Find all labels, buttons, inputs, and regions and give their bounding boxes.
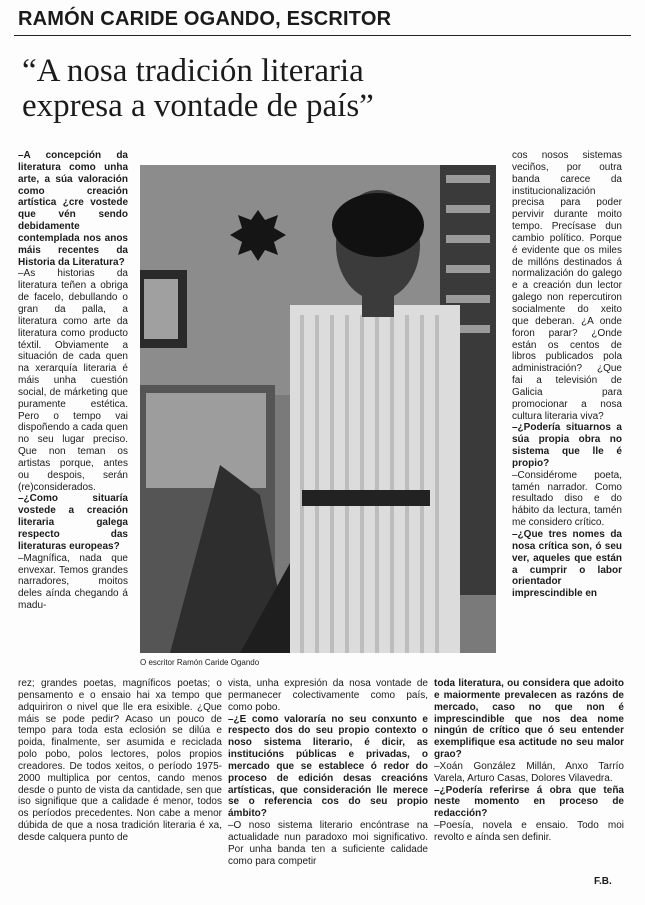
kicker-rule <box>14 35 631 36</box>
interview-answer: vista, unha expresión da nosa vontade de permanecer colectivamente como país, como pobo. <box>228 678 428 713</box>
interview-question: toda literatura, ou considera que adoito e maiormente prevalecen as razóns de mercado, caso no que non é imprescindible que nos dea nome ningún de crítico que ó seu entender exemplifique esa actitude no seu malor grao? <box>434 678 624 761</box>
interview-answer: –Poesía, novela e ensaio. Todo moi revolto e aínda sen definir. <box>434 820 624 843</box>
column-3-top <box>512 150 622 600</box>
interview-answer: rez; grandes poetas, magníficos poetas; o pensamento e o ensaio hai xa tempo que adquiriron o nivel que lle era esixible. ¿Que máis se pode pedir? Acaso un pouco de tempo para toda esta eclosión se dilúa e poida, finalmente, ser asumida e reciclada polo pobo, polos lectores, polos propios creadores. De todos xeitos, o período 1975-2000 multiplica por centos, cando menos desde o punto de vista da cantidade, sen que iso signifique que a calidade é menor, todos os períodos precedentes. Non cabe a menor dúbida de que a nosa tradición literaria é xa, desde calquera punto de <box>18 678 222 843</box>
author-photo <box>140 165 496 653</box>
author-photo-image <box>140 165 496 653</box>
column-3-bottom <box>434 678 624 844</box>
interview-answer: cos nosos sistemas veciños, por outra banda carece da institucionalización precisa para poder pervivir durante moito tempo. Precísase dun cambio político. Porque é evidente que os miles de millóns destinados á normalización do galego e a creación dun lector galego non repercutiron socialmente do xeito que deberan. ¿A onde foron parar? ¿Onde están os centos de libros publicados pola administración? ¿Que fai a televisión de Galicia para promocionar a nosa cultura literaria viva? <box>512 150 622 422</box>
author-signature: F.B. <box>594 876 612 887</box>
interview-answer: –As historias da literatura teñen a obriga de facelo, debullando o gran da palla, a literatura como arte da literatura como producto téxtil. Obviamente a situación de cada quen na xerarquía literaria é máis unha cuestión social, de márketing que puramente estética. Pero o tempo vai dispoñendo a cada quen no seu lugar preciso. Que non teman os artistas porque, antes ou despois, serán (re)considerados. <box>18 268 128 493</box>
interview-answer: –O noso sistema literario encóntrase na actualidade nun paradoxo moi significativo. Por unha banda ten a suficiente calidade como para competir <box>228 820 428 867</box>
column-1-bottom <box>18 678 222 844</box>
headline-line-2: expresa a vontade de país” <box>22 88 374 124</box>
column-1-top <box>18 150 128 612</box>
article-headline <box>22 54 582 124</box>
interview-question: –¿Que tres nomes da nosa crítica son, ó seu ver, aqueles que están a cumprir o labor orientador imprescindible en <box>512 529 622 600</box>
interview-question: –¿Podería referirse á obra que teña neste momento en proceso de redacción? <box>434 784 624 820</box>
interview-question: –A concepción da literatura como unha arte, a súa valoración como creación artística ¿cre vostede que vén sendo debidamente contemplada nos anos máis recentes da Historia da Literatura? <box>18 150 128 268</box>
interview-answer: –Magnífica, nada que envexar. Temos grandes narradores, moitos deles aínda chegando á madu- <box>18 552 128 612</box>
interview-question: –¿Podería situarnos a súa propia obra no sistema que lle é propio? <box>512 422 622 469</box>
interview-question: –¿E como valoraría no seu conxunto e respecto dos do seu propio contexto o noso sistema literario, é dicir, as institucións públicas e privadas, o mercado que se establece ó redor do proceso de edición desas creacións artísticas, que consideración lle merece se o referencia cos do seu propio ámbito? <box>228 713 428 820</box>
photo-caption: O escritor Ramón Caride Ogando <box>140 658 260 667</box>
headline-line-1: “A nosa tradición literaria <box>22 53 364 89</box>
interview-answer: –Xoán González Millán, Anxo Tarrío Varela, Arturo Casas, Dolores Vilavedra. <box>434 760 624 784</box>
article-kicker: RAMÓN CARIDE OGANDO, ESCRITOR <box>18 8 392 30</box>
interview-answer: –Considérome poeta, tamén narrador. Como resultado diso e do hábito da lectura, tamén me considero crítico. <box>512 469 622 529</box>
column-2-bottom <box>228 678 428 868</box>
interview-question: –¿Como situaría vostede a creación literaria galega respecto das literaturas europeas? <box>18 493 128 552</box>
